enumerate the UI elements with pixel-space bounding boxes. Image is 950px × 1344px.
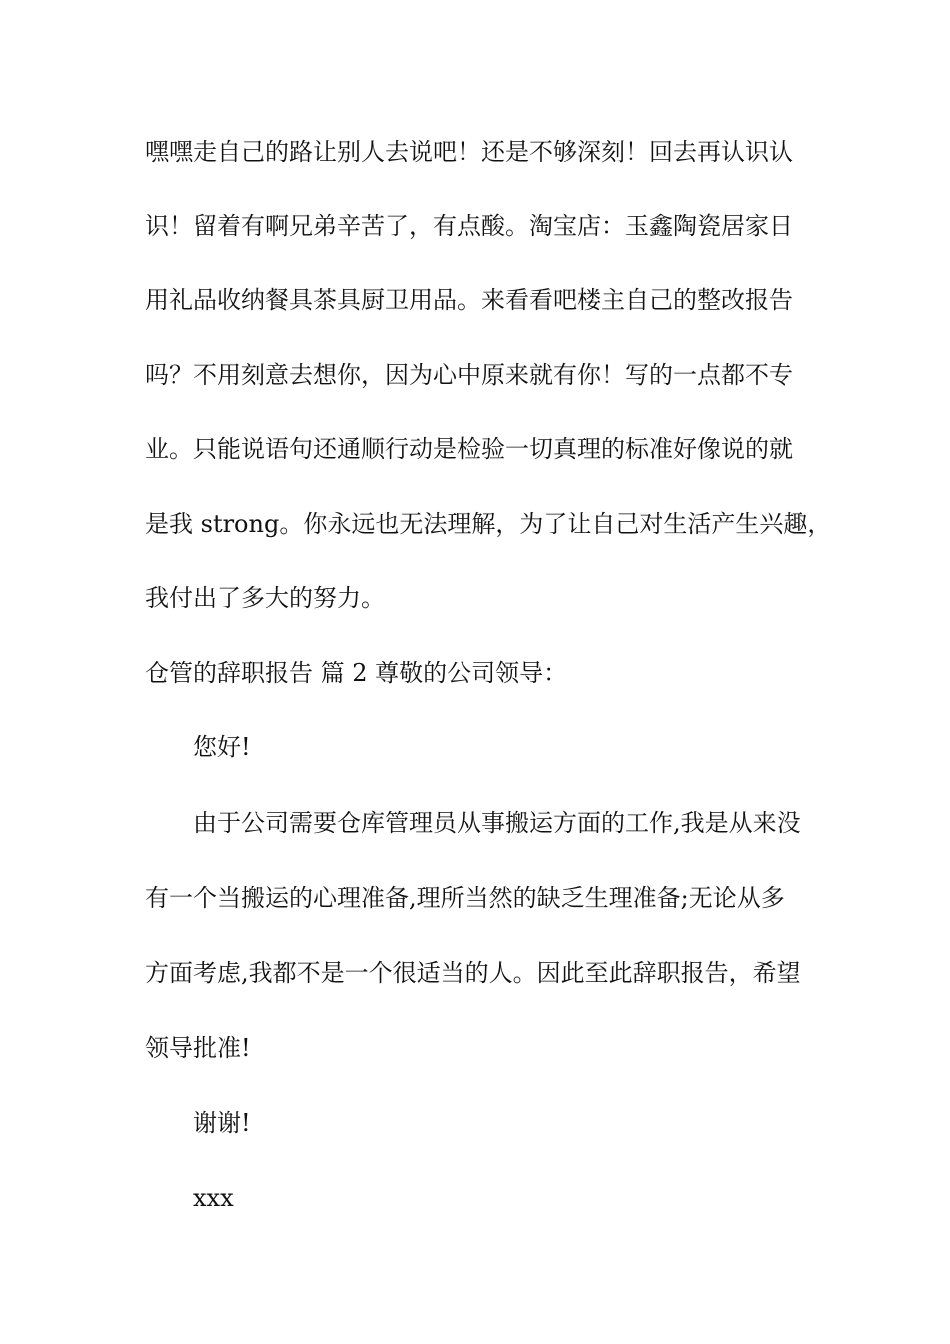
paragraph-line: 识！留着有啊兄弟辛苦了，有点酸。淘宝店：玉鑫陶瓷居家日 (145, 212, 793, 240)
paragraph-line: 嘿嘿走自己的路让别人去说吧！还是不够深刻！回去再认识认 (145, 138, 793, 166)
body-line: 领导批准! (145, 1034, 251, 1062)
paragraph-line: 业。只能说语句还通顺行动是检验一切真理的标准好像说的就 (145, 435, 793, 463)
section-heading: 仓管的辞职报告 篇 2 尊敬的公司领导： (145, 659, 568, 687)
body-line: 有一个当搬运的心理准备,理所当然的缺乏生理准备;无论从多 (145, 884, 785, 912)
greeting: 您好! (193, 733, 251, 761)
thanks-line: 谢谢! (193, 1109, 251, 1137)
paragraph-line: 我付出了多大的努力。 (145, 584, 385, 612)
signature: xxx (193, 1184, 234, 1212)
paragraph-line: 吗？不用刻意去想你，因为心中原来就有你！写的一点都不专 (145, 361, 793, 389)
paragraph-line: 是我 strong。你永远也无法理解，为了让自己对生活产生兴趣， (145, 510, 832, 538)
body-line: 方面考虑,我都不是一个很适当的人。因此至此辞职报告，希望 (145, 959, 801, 987)
paragraph-line: 用礼品收纳餐具茶具厨卫用品。来看看吧楼主自己的整改报告 (145, 286, 793, 314)
body-line: 由于公司需要仓库管理员从事搬运方面的工作,我是从来没 (193, 809, 801, 837)
